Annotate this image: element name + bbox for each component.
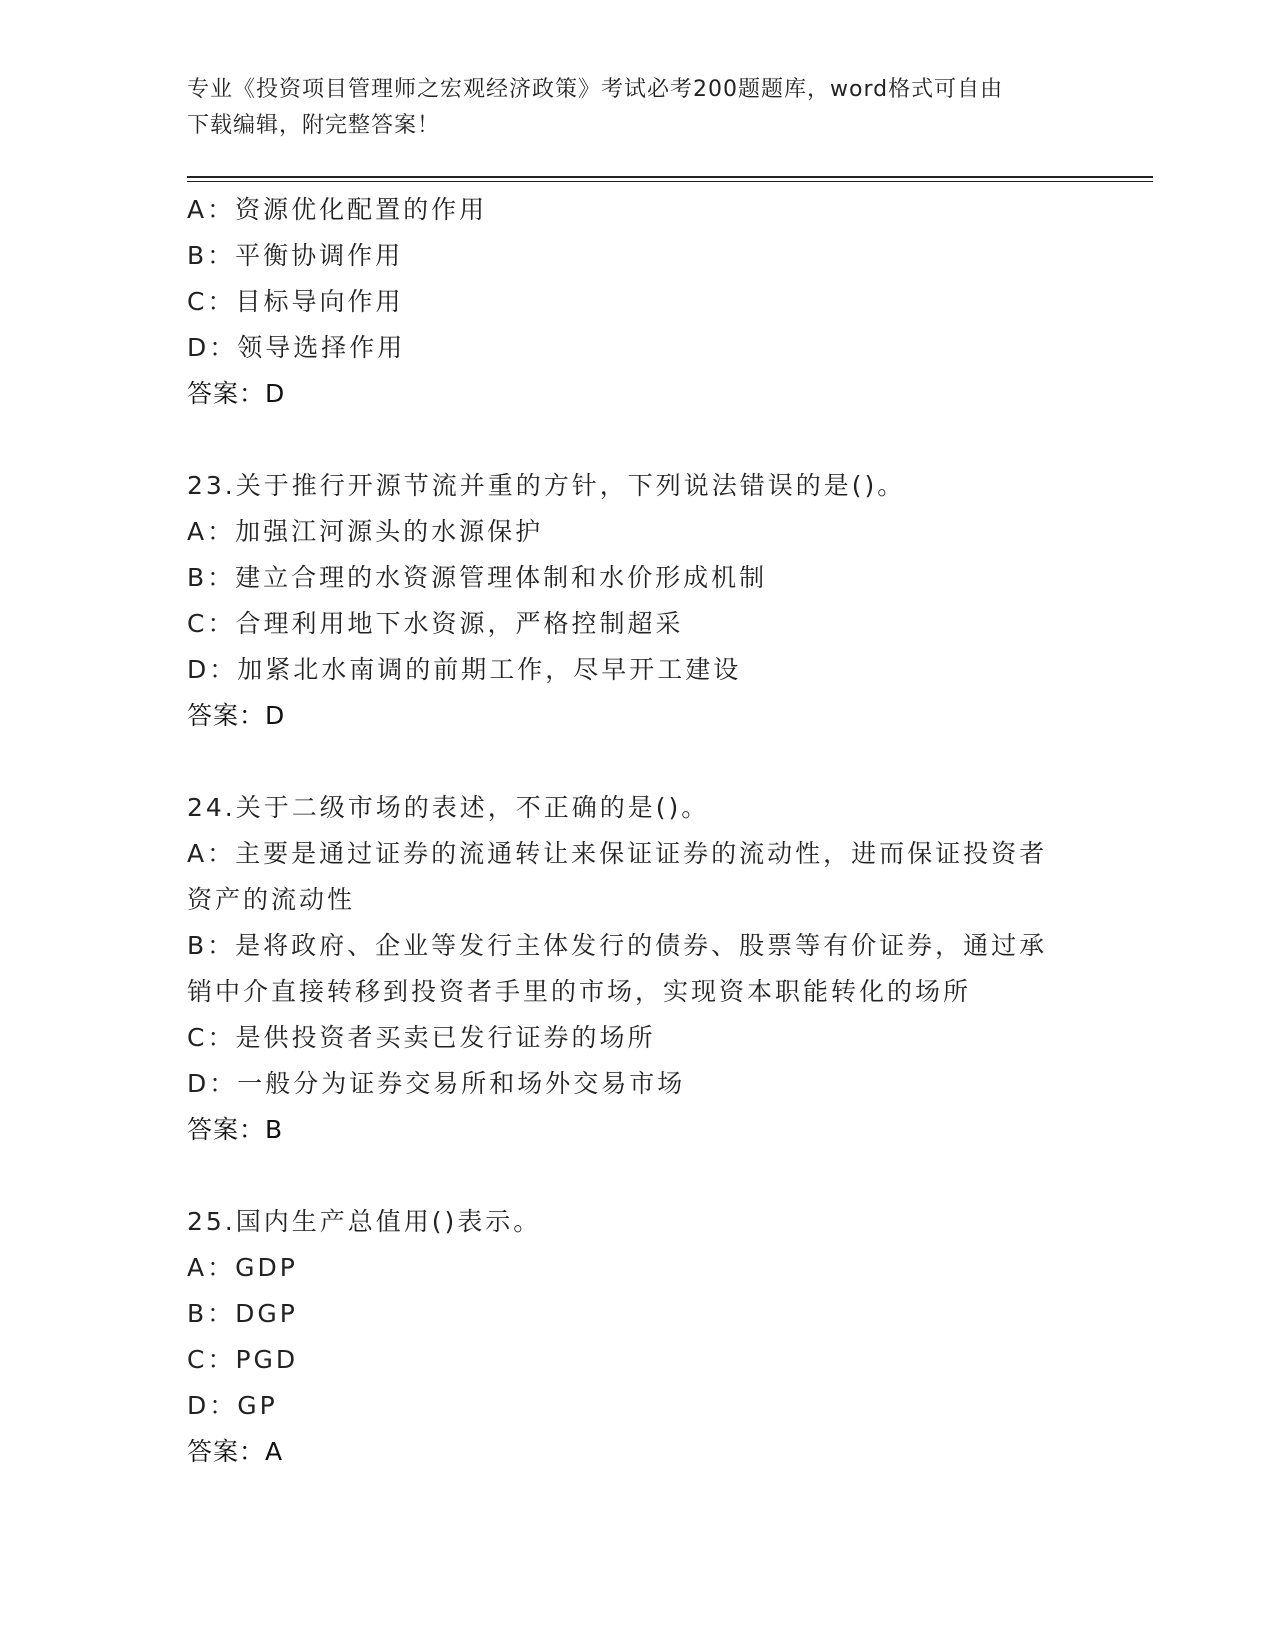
option-c: C：是供投资者买卖已发行证券的场所 bbox=[187, 1023, 656, 1052]
answer: 答案：D bbox=[187, 701, 286, 730]
question-text: 25.国内生产总值用()表示。 bbox=[187, 1207, 542, 1236]
option-a: A：资源优化配置的作用 bbox=[187, 195, 488, 224]
header-line-2: 下载编辑，附完整答案！ bbox=[187, 113, 441, 138]
option-a-line-2: 资产的流动性 bbox=[187, 885, 356, 914]
option-a: A：GDP bbox=[187, 1253, 298, 1282]
option-c: C：目标导向作用 bbox=[187, 287, 404, 316]
option-b: B：建立合理的水资源管理体制和水价形成机制 bbox=[187, 563, 768, 592]
question-text: 23.关于推行开源节流并重的方针，下列说法错误的是()。 bbox=[187, 471, 906, 500]
question-22 bbox=[187, 187, 1087, 417]
header-divider-thin bbox=[187, 181, 1153, 182]
option-d: D：加紧北水南调的前期工作，尽早开工建设 bbox=[187, 655, 742, 684]
answer: 答案：D bbox=[187, 379, 286, 408]
header-line-1: 专业《投资项目管理师之宏观经济政策》考试必考200题题库，word格式可自由 bbox=[187, 77, 1004, 102]
option-b: B：DGP bbox=[187, 1299, 298, 1328]
question-23 bbox=[187, 463, 1087, 739]
option-c: C：PGD bbox=[187, 1345, 299, 1374]
question-25 bbox=[187, 1199, 1087, 1475]
option-b-line-2: 销中介直接转移到投资者手里的市场，实现资本职能转化的场所 bbox=[187, 977, 972, 1006]
option-b-line-1: B：是将政府、企业等发行主体发行的债券、股票等有价证券，通过承 bbox=[187, 931, 1048, 960]
question-list bbox=[187, 187, 1087, 1475]
answer: 答案：A bbox=[187, 1437, 284, 1466]
option-b: B：平衡协调作用 bbox=[187, 241, 404, 270]
option-d: D：领导选择作用 bbox=[187, 333, 406, 362]
question-24 bbox=[187, 785, 1087, 1153]
document-header bbox=[187, 72, 1067, 144]
option-d: D：GP bbox=[187, 1391, 278, 1420]
answer: 答案：B bbox=[187, 1115, 284, 1144]
option-d: D：一般分为证券交易所和场外交易市场 bbox=[187, 1069, 686, 1098]
question-text: 24.关于二级市场的表述，不正确的是()。 bbox=[187, 793, 710, 822]
header-divider-thick bbox=[187, 176, 1153, 178]
option-a: A：加强江河源头的水源保护 bbox=[187, 517, 544, 546]
option-a-line-1: A：主要是通过证券的流通转让来保证证券的流动性，进而保证投资者 bbox=[187, 839, 1048, 868]
option-c: C：合理利用地下水资源，严格控制超采 bbox=[187, 609, 684, 638]
